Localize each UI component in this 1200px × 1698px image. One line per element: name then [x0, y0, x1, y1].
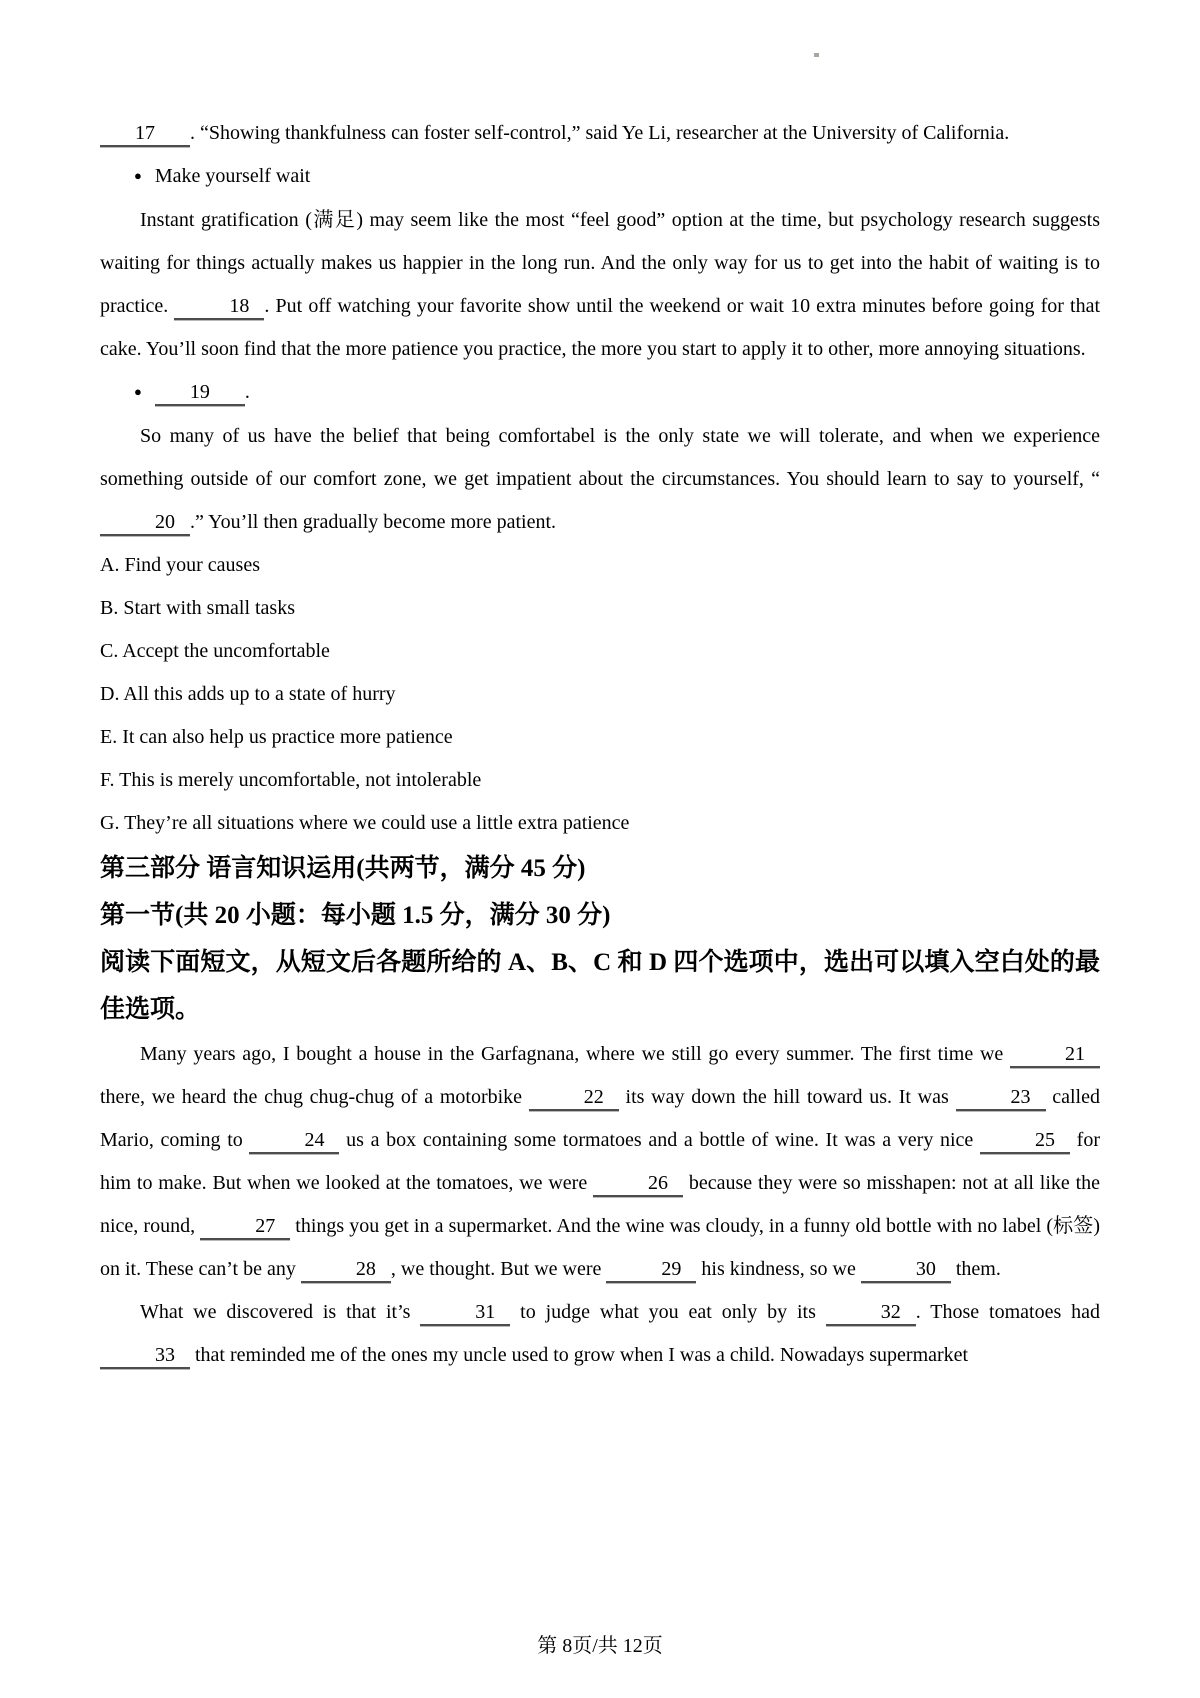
- text-run: .” You’ll then gradually become more patient.: [190, 511, 557, 533]
- text-run: , we thought. But we were: [390, 1258, 607, 1280]
- text-run: that reminded me of the ones my uncle used to grow when I was a child. Nowadays supermarket: [190, 1344, 969, 1366]
- option-c: [100, 630, 1100, 673]
- cloze-blank-29: 29: [606, 1258, 696, 1283]
- option-b: [100, 587, 1100, 630]
- text-run: B. Start with small tasks: [100, 597, 295, 619]
- text-run: So many of us have the belief that being comfortabel is the only state we will tolerate, and when we experience something outside of our comfort zone, we get impatient about the circumstances. You should learn to say to yourself, “: [100, 425, 1100, 490]
- text-run: his kindness, so we: [696, 1258, 861, 1280]
- text-run: F. This is merely uncomfortable, not intolerable: [100, 769, 482, 791]
- text-run: Many years ago, I bought a house in the Garfagnana, where we still go every summer. The first time we: [140, 1043, 1010, 1065]
- page-footer: 第 8页/共 12页: [537, 1635, 663, 1657]
- bullet-blank-19: [100, 371, 1100, 415]
- text-run: for him to make. But when we looked at the tomatoes, we were: [100, 1129, 1100, 1194]
- text-run: us a box containing some tormatoes and a bottle of wine. It was a very nice: [339, 1129, 980, 1151]
- cloze-blank-22: 22: [529, 1086, 619, 1111]
- option-g: [100, 802, 1100, 845]
- cloze-blank-32: 32: [826, 1301, 916, 1326]
- text-run: . Those tomatoes had: [915, 1301, 1100, 1323]
- cloze-blank-26: 26: [593, 1172, 683, 1197]
- cloze-paragraph-2: [100, 1291, 1100, 1377]
- cloze-blank-18: 18: [174, 295, 264, 320]
- cloze-blank-31: 31: [420, 1301, 510, 1326]
- cloze-blank-17: 17: [100, 122, 190, 147]
- document-body: [100, 112, 1100, 1377]
- cloze-blank-23: 23: [956, 1086, 1046, 1111]
- paragraph-comfort-zone: [100, 415, 1100, 544]
- text-run: E. It can also help us practice more patience: [100, 726, 453, 748]
- question-17-line: [100, 112, 1100, 155]
- text-run: them.: [950, 1258, 1001, 1280]
- text-run: because they were so misshapen: not at all like the nice, round,: [100, 1172, 1101, 1237]
- cloze-paragraph-1: [100, 1033, 1100, 1291]
- text-run: What we discovered is that it’s: [140, 1301, 421, 1323]
- section-heading-part3: [100, 845, 1100, 892]
- text-run: 第一节(共 20 小题：每小题 1.5 分，满分 30 分): [100, 902, 611, 929]
- text-run: things you get in a supermarket. And the wine was cloudy, in a funny old bottle with no label (标签) on it. These can’t be any: [100, 1215, 1100, 1280]
- text-run: 第三部分 语言知识运用(共两节，满分 45 分): [100, 855, 586, 882]
- cloze-instructions: [100, 939, 1100, 1033]
- text-run: G. They’re all situations where we could use a little extra patience: [100, 812, 630, 834]
- text-run: A. Find your causes: [100, 554, 260, 576]
- section-heading-section1: [100, 892, 1100, 939]
- text-run: . Put off watching your favorite show until the weekend or wait 10 extra minutes before going for that cake. You’ll soon find that the more patience you practice, the more you start to apply it to other, more annoying situations.: [100, 295, 1101, 360]
- text-run: there, we heard the chug chug-chug of a motorbike: [100, 1086, 529, 1108]
- option-a: [100, 544, 1100, 587]
- bullet-make-yourself-wait: [100, 155, 1100, 199]
- text-run: Instant gratification (满足) may seem like the most “feel good” option at the time, but psychology research suggests waiting for things actually makes us happier in the long run. And the only way for us to get into the habit of waiting is to practice.: [100, 209, 1100, 317]
- text-run: called Mario, coming to: [100, 1086, 1100, 1151]
- text-run: D. All this adds up to a state of hurry: [100, 683, 396, 705]
- cloze-blank-25: 25: [980, 1129, 1070, 1154]
- cloze-blank-30: 30: [861, 1258, 951, 1283]
- text-run: to judge what you eat only by its: [510, 1301, 826, 1323]
- cloze-blank-28: 28: [301, 1258, 391, 1283]
- text-run: .: [244, 381, 250, 403]
- option-e: [100, 716, 1100, 759]
- cloze-blank-20: 20: [100, 511, 190, 536]
- cloze-blank-33: 33: [100, 1344, 190, 1369]
- bullet-icon: ●: [134, 168, 142, 183]
- text-run: . “Showing thankfulness can foster self-control,” said Ye Li, researcher at the University of California.: [190, 122, 1010, 144]
- bullet-icon: ●: [134, 384, 142, 399]
- smudge-artifact: [814, 53, 819, 57]
- cloze-blank-24: 24: [249, 1129, 339, 1154]
- option-f: [100, 759, 1100, 802]
- paragraph-instant-gratification: [100, 199, 1100, 371]
- text-run: Make yourself wait: [154, 165, 311, 187]
- text-run: C. Accept the uncomfortable: [100, 640, 330, 662]
- text-run: 阅读下面短文，从短文后各题所给的 A、B、C 和 D 四个选项中，选出可以填入空白处的最佳选项。: [100, 949, 1100, 1023]
- cloze-blank-21: 21: [1010, 1043, 1100, 1068]
- cloze-blank-27: 27: [200, 1215, 290, 1240]
- text-run: its way down the hill toward us. It was: [618, 1086, 956, 1108]
- cloze-blank-19: 19: [155, 381, 245, 406]
- option-d: [100, 673, 1100, 716]
